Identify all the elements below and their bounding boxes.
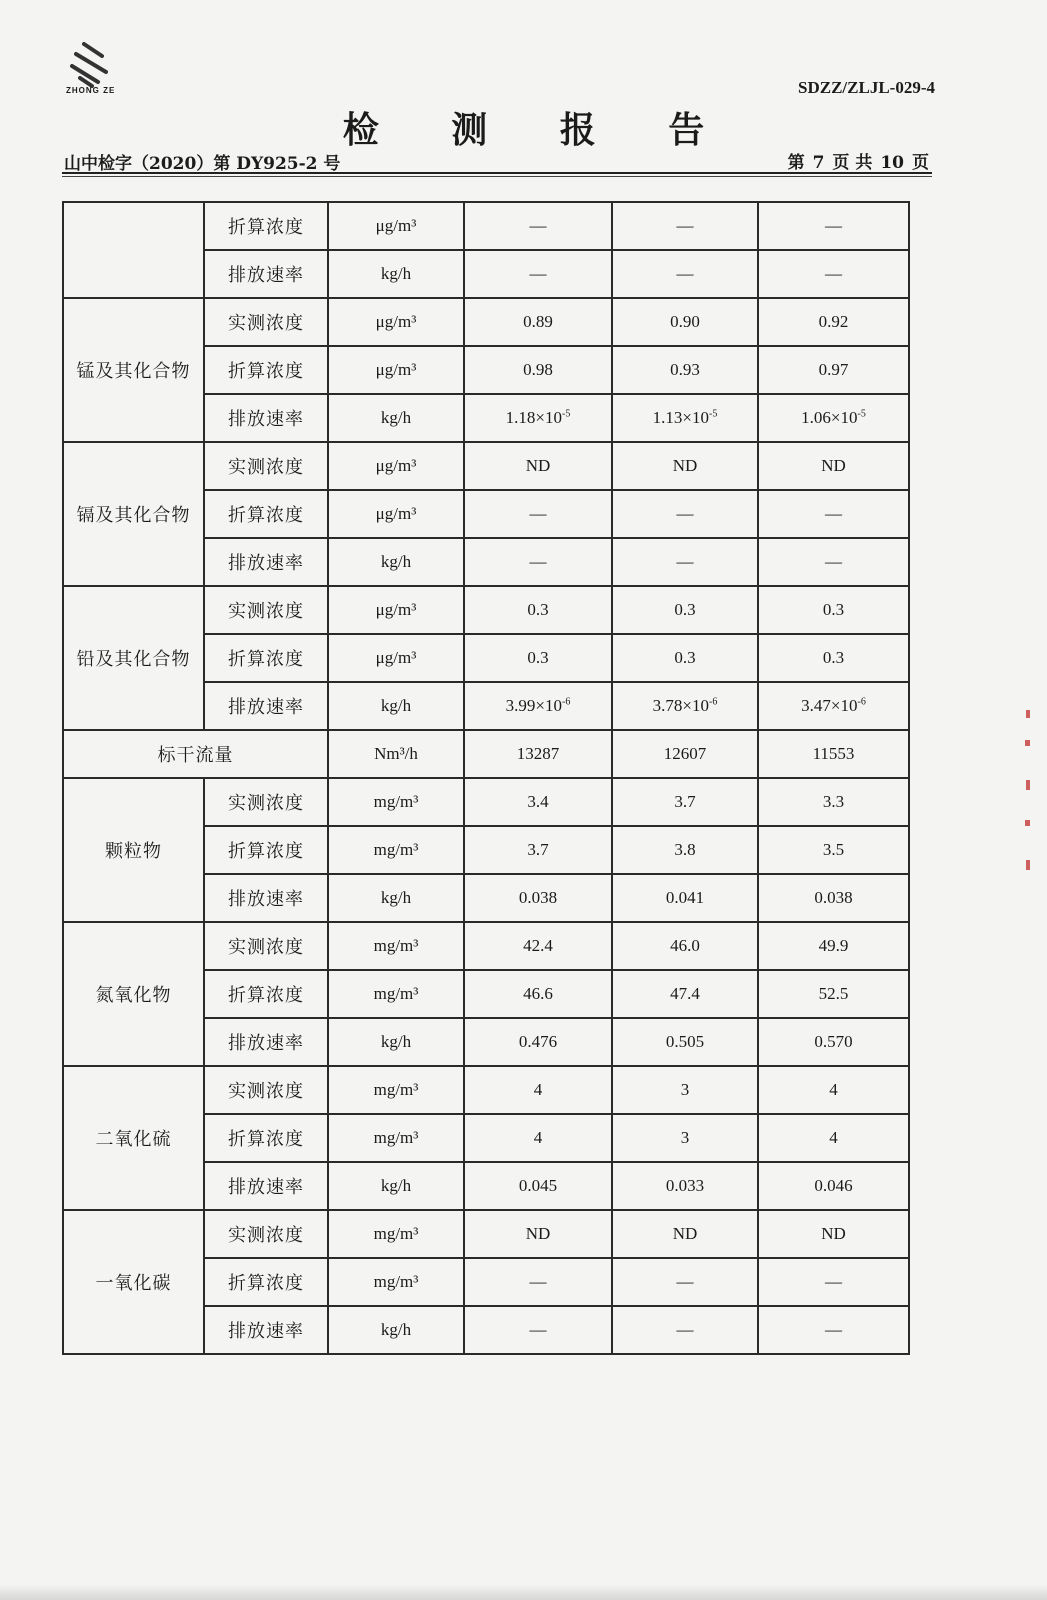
scan-shadow [0,1584,1047,1600]
unit-cell: mg/m³ [328,970,464,1018]
value-cell-3: 0.3 [758,586,909,634]
param-cell: 实测浓度 [204,298,328,346]
value-cell-3: ND [758,442,909,490]
value-cell-3: 0.038 [758,874,909,922]
value-cell-1: 0.3 [464,586,612,634]
value-cell-3: — [758,490,909,538]
value-cell-2: — [612,538,758,586]
value-cell-3: $3.47\times 10^{-6}$ [758,682,909,730]
value-cell-2: 3.7 [612,778,758,826]
value-cell-2: 3.8 [612,826,758,874]
item-flow-rate: 标干流量 [63,730,328,778]
table-row [63,730,909,778]
param-cell: 实测浓度 [204,1210,328,1258]
page-number [780,148,929,173]
page-title: 检 测 报 告 [342,109,735,151]
value-cell-1: 0.89 [464,298,612,346]
table-row [63,1066,909,1114]
value-cell-1: — [464,538,612,586]
param-cell: 折算浓度 [204,202,328,250]
value-cell-1: 0.3 [464,634,612,682]
unit-cell: μg/m³ [328,442,464,490]
value-cell-2: — [612,1258,758,1306]
table-row [63,1210,909,1258]
unit-cell: kg/h [328,250,464,298]
document-code: SDZZ/ZLJL-029-4 [798,78,935,97]
value-cell-2: 0.3 [612,634,758,682]
param-cell: 排放速率 [204,538,328,586]
value-cell-1: 42.4 [464,922,612,970]
value-cell-3: $1.06\times 10^{-5}$ [758,394,909,442]
value-cell-3: 0.3 [758,634,909,682]
item-lead: 铅及其化合物 [63,586,204,730]
value-cell-1: 0.98 [464,346,612,394]
param-cell: 折算浓度 [204,346,328,394]
value-cell-1: — [464,490,612,538]
value-cell-2: — [612,490,758,538]
unit-cell: kg/h [328,1306,464,1354]
value-cell-1: ND [464,1210,612,1258]
value-cell-2: $1.13\times 10^{-5}$ [612,394,758,442]
item-nitrogen-oxides: 氮氧化物 [63,922,204,1066]
value-cell-3: — [758,1306,909,1354]
unit-cell: kg/h [328,682,464,730]
value-cell-2: 0.93 [612,346,758,394]
value-cell-3: ND [758,1210,909,1258]
value-cell-1: 0.045 [464,1162,612,1210]
table-row [63,922,909,970]
value-cell-1: — [464,250,612,298]
value-cell-1: 46.6 [464,970,612,1018]
value-cell-3: — [758,538,909,586]
unit-cell: μg/m³ [328,586,464,634]
param-cell: 排放速率 [204,1018,328,1066]
value-cell-2: — [612,1306,758,1354]
param-cell: 实测浓度 [204,1066,328,1114]
unit-cell: kg/h [328,538,464,586]
value-cell-2: 0.90 [612,298,758,346]
header-divider-thin [62,176,932,177]
value-cell-3: 11553 [758,730,909,778]
value-cell-2: ND [612,1210,758,1258]
value-cell-1: 0.038 [464,874,612,922]
page-mid: 页 共 [832,153,873,173]
value-cell-2: 3 [612,1114,758,1162]
param-cell: 实测浓度 [204,442,328,490]
value-cell-2: 0.505 [612,1018,758,1066]
item-carbon-monoxide: 一氧化碳 [63,1210,204,1354]
value-cell-1: 3.7 [464,826,612,874]
value-cell-2: — [612,202,758,250]
value-cell-2: 46.0 [612,922,758,970]
value-cell-1: $1.18\times 10^{-5}$ [464,394,612,442]
param-cell: 排放速率 [204,1162,328,1210]
unit-cell: μg/m³ [328,490,464,538]
param-cell: 排放速率 [204,874,328,922]
value-cell-2: 47.4 [612,970,758,1018]
value-cell-3: 0.046 [758,1162,909,1210]
value-cell-3: — [758,202,909,250]
value-cell-3: 0.570 [758,1018,909,1066]
value-cell-3: 0.97 [758,346,909,394]
param-cell: 实测浓度 [204,586,328,634]
item-sulfur-dioxide: 二氧化硫 [63,1066,204,1210]
unit-cell: mg/m³ [328,1258,464,1306]
unit-cell: μg/m³ [328,298,464,346]
value-cell-3: 49.9 [758,922,909,970]
item-particulate: 颗粒物 [63,778,204,922]
value-cell-3: — [758,1258,909,1306]
table-row [63,202,909,250]
value-cell-1: 4 [464,1066,612,1114]
value-cell-3: 3.3 [758,778,909,826]
value-cell-1: 4 [464,1114,612,1162]
unit-cell: kg/h [328,394,464,442]
table-row [63,778,909,826]
item-continued-group [63,202,204,298]
item-cadmium: 镉及其化合物 [63,442,204,586]
page-total: 10 [880,153,904,173]
param-cell: 排放速率 [204,682,328,730]
table-row [63,442,909,490]
unit-cell: mg/m³ [328,922,464,970]
table-row [63,298,909,346]
value-cell-1: $3.99\times 10^{-6}$ [464,682,612,730]
unit-cell: μg/m³ [328,634,464,682]
header-divider [62,172,932,174]
unit-cell: kg/h [328,1018,464,1066]
value-cell-2: — [612,250,758,298]
param-cell: 排放速率 [204,1306,328,1354]
seal-edge-mark [1023,700,1033,880]
value-cell-1: — [464,1258,612,1306]
param-cell: 实测浓度 [204,922,328,970]
unit-cell: mg/m³ [328,1114,464,1162]
page-prefix: 第 [787,153,805,173]
unit-cell: mg/m³ [328,1210,464,1258]
value-cell-3: 4 [758,1066,909,1114]
value-cell-3: 4 [758,1114,909,1162]
param-cell: 折算浓度 [204,1114,328,1162]
item-manganese: 锰及其化合物 [63,298,204,442]
value-cell-1: — [464,202,612,250]
value-cell-1: 0.476 [464,1018,612,1066]
param-cell: 折算浓度 [204,490,328,538]
page-suffix: 页 [912,153,929,173]
table-row [63,586,909,634]
value-cell-2: $3.78\times 10^{-6}$ [612,682,758,730]
value-cell-2: 0.041 [612,874,758,922]
param-cell: 排放速率 [204,250,328,298]
param-cell: 排放速率 [204,394,328,442]
param-cell: 折算浓度 [204,826,328,874]
logo-text: ZHONG ZE [66,86,116,95]
value-cell-3: 52.5 [758,970,909,1018]
results-table [62,201,910,1355]
value-cell-3: 0.92 [758,298,909,346]
param-cell: 折算浓度 [204,1258,328,1306]
unit-cell: μg/m³ [328,346,464,394]
param-cell: 折算浓度 [204,634,328,682]
value-cell-2: 12607 [612,730,758,778]
value-cell-1: 3.4 [464,778,612,826]
unit-cell: mg/m³ [328,778,464,826]
value-cell-1: ND [464,442,612,490]
report-number: 山中检字（2020）第 DY925-2 号 [64,154,341,174]
unit-cell: Nm³/h [328,730,464,778]
value-cell-2: 0.033 [612,1162,758,1210]
value-cell-2: 3 [612,1066,758,1114]
value-cell-2: 0.3 [612,586,758,634]
unit-cell: mg/m³ [328,1066,464,1114]
unit-cell: mg/m³ [328,826,464,874]
unit-cell: kg/h [328,1162,464,1210]
page-current: 7 [812,153,825,173]
param-cell: 实测浓度 [204,778,328,826]
value-cell-2: ND [612,442,758,490]
unit-cell: μg/m³ [328,202,464,250]
value-cell-3: 3.5 [758,826,909,874]
value-cell-1: 13287 [464,730,612,778]
param-cell: 折算浓度 [204,970,328,1018]
unit-cell: kg/h [328,874,464,922]
value-cell-3: — [758,250,909,298]
value-cell-1: — [464,1306,612,1354]
